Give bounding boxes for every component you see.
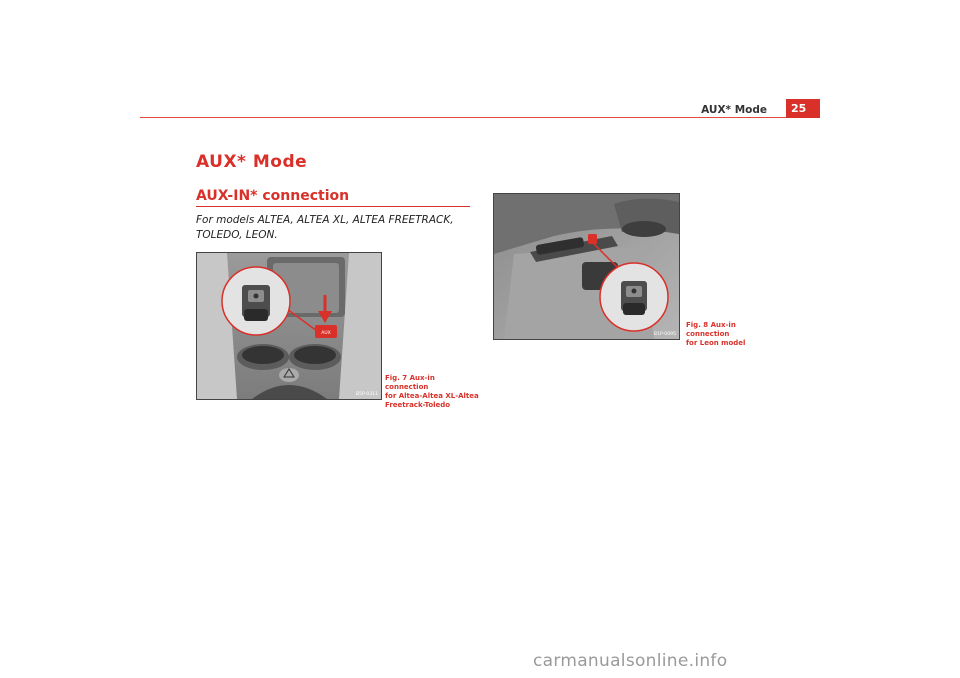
- watermark: carmanualsonline.info: [533, 651, 728, 671]
- figure-7-caption: [385, 374, 480, 410]
- chapter-title: AUX* Mode: [196, 152, 308, 172]
- figure-7-image: [196, 252, 382, 400]
- running-head: AUX* Mode: [701, 104, 767, 116]
- figure-7-caption-line: Freetrack-Toledo: [385, 401, 451, 409]
- page-number-badge: 25: [786, 99, 820, 118]
- figure-8-caption-line: for Leon model: [686, 339, 746, 347]
- section-rule: [196, 206, 470, 207]
- svg-text:B5P-0311: B5P-0311: [355, 392, 378, 397]
- figure-8-caption: [686, 321, 781, 348]
- figure-8-image: [493, 193, 680, 340]
- figure-7-caption-line: for Altea-Altea XL-Altea: [385, 392, 479, 400]
- section-title: AUX-IN* connection: [196, 188, 350, 204]
- header-rule: [140, 117, 820, 118]
- intro-text: For models ALTEA, ALTEA XL, ALTEA FREETRACK, TOLEDO, LEON.: [196, 214, 454, 241]
- figure-8-caption-line: Fig. 8 Aux-in connection: [686, 321, 736, 338]
- svg-text:B1P-0095: B1P-0095: [653, 332, 676, 337]
- figure-7-caption-line: Fig. 7 Aux-in connection: [385, 374, 435, 391]
- svg-text:AUX: AUX: [321, 331, 331, 336]
